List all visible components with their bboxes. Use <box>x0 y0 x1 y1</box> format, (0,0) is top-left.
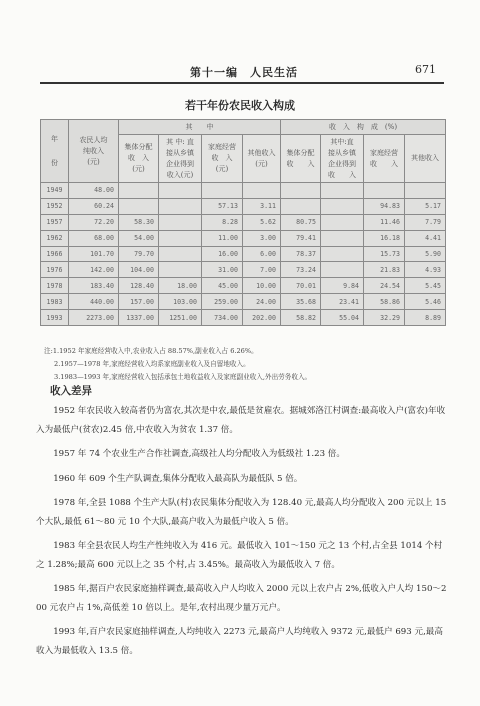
value-cell: 5.46 <box>405 294 446 310</box>
value-cell: 79.41 <box>281 230 321 246</box>
value-cell: 4.41 <box>405 230 446 246</box>
paragraph: 1985 年,据百户农民家庭抽样调查,最高收入户人均收入 2000 元以上农户占 2%,低收入户人均 150～200 元农户占 1%,高低差 10 倍以上。是年,农村出现少量万元户。 <box>36 584 447 613</box>
value-cell: 57.13 <box>202 198 243 214</box>
year-cell: 1978 <box>41 278 69 294</box>
table-row <box>41 278 446 294</box>
value-cell <box>321 214 364 230</box>
value-cell: 1251.00 <box>159 310 202 326</box>
value-cell: 128.40 <box>119 278 159 294</box>
value-cell: 11.46 <box>364 214 405 230</box>
value-cell <box>202 183 243 199</box>
value-cell: 157.00 <box>119 294 159 310</box>
header-other: 其他收入 (元) <box>243 135 281 183</box>
note-3: 3.1983—1993 年,家庭经营收入包括承包土地收益收入及家庭副业收入,外出劳务收入。 <box>54 373 312 381</box>
header-year: 年 份 <box>41 120 69 183</box>
value-cell: 94.83 <box>364 198 405 214</box>
year-cell: 1952 <box>41 198 69 214</box>
value-cell: 5.45 <box>405 278 446 294</box>
year-cell: 1983 <box>41 294 69 310</box>
value-cell: 73.24 <box>281 262 321 278</box>
year-cell: 1993 <box>41 310 69 326</box>
value-cell <box>243 183 281 199</box>
value-cell: 5.62 <box>243 214 281 230</box>
value-cell: 7.79 <box>405 214 446 230</box>
body-text <box>36 402 448 666</box>
value-cell: 32.29 <box>364 310 405 326</box>
value-cell: 6.00 <box>243 246 281 262</box>
value-cell: 58.82 <box>281 310 321 326</box>
value-cell: 68.00 <box>69 230 119 246</box>
table-row <box>41 183 446 199</box>
value-cell: 104.00 <box>119 262 159 278</box>
table-row <box>41 246 446 262</box>
value-cell <box>159 183 202 199</box>
paragraph: 1957 年 74 个农业生产合作社调查,高级社人均分配收入为低级社 1.23 倍。 <box>53 449 345 459</box>
value-cell: 24.54 <box>364 278 405 294</box>
year-cell: 1957 <box>41 214 69 230</box>
value-cell: 79.70 <box>119 246 159 262</box>
value-cell: 440.00 <box>69 294 119 310</box>
value-cell <box>159 230 202 246</box>
value-cell: 16.18 <box>364 230 405 246</box>
value-cell: 45.00 <box>202 278 243 294</box>
table-row <box>41 310 446 326</box>
value-cell: 10.00 <box>243 278 281 294</box>
header-share: 收 入 构 成 (%) <box>281 120 446 135</box>
table-title: 若干年份农民收入构成 <box>185 99 295 112</box>
table-row <box>41 294 446 310</box>
value-cell: 21.83 <box>364 262 405 278</box>
paragraph: 1960 年 609 个生产队调查,集体分配收入最高队为最低队 5 倍。 <box>53 473 303 484</box>
value-cell: 54.00 <box>119 230 159 246</box>
income-table <box>40 119 445 340</box>
value-cell: 5.17 <box>405 198 446 214</box>
header-composition: 其 中 <box>119 120 281 135</box>
value-cell: 183.40 <box>69 278 119 294</box>
value-cell: 58.30 <box>119 214 159 230</box>
header-rule <box>40 82 444 84</box>
value-cell: 48.00 <box>69 183 119 199</box>
value-cell: 8.28 <box>202 214 243 230</box>
value-cell: 1337.00 <box>119 310 159 326</box>
table-row <box>41 198 446 214</box>
value-cell: 72.20 <box>69 214 119 230</box>
value-cell: 101.70 <box>69 246 119 262</box>
value-cell: 80.75 <box>281 214 321 230</box>
value-cell <box>159 198 202 214</box>
value-cell: 11.00 <box>202 230 243 246</box>
header-household-pct: 家庭经营 收 入 <box>364 135 405 183</box>
value-cell: 734.00 <box>202 310 243 326</box>
year-cell: 1976 <box>41 262 69 278</box>
paragraph: 1978 年,全县 1088 个生产大队(村)农民集体分配收入为 128.40 元,最高人均分配收入 200 元以上 15 个大队,最低 61～80 元 10 个大队,最高户收入为最低户收入 5 倍。 <box>36 498 447 527</box>
section-title: 收入差异 <box>50 385 92 397</box>
table-row <box>41 262 446 278</box>
value-cell: 23.41 <box>321 294 364 310</box>
header-other-pct: 其他收入 <box>405 135 446 183</box>
year-cell: 1949 <box>41 183 69 199</box>
paragraph: 1993 年,百户农民家庭抽样调查,人均纯收入 2273 元,最高户人均纯收入 9372 元,最低户 693 元,最高收入为最低收入 13.5 倍。 <box>36 627 443 656</box>
value-cell: 103.00 <box>159 294 202 310</box>
header-collective-pct: 集体分配 收 入 <box>281 135 321 183</box>
value-cell: 4.93 <box>405 262 446 278</box>
value-cell: 78.37 <box>281 246 321 262</box>
table-row <box>41 230 446 246</box>
header-township: 其 中: 直 接从乡镇 企业得到 收入(元) <box>159 135 202 183</box>
value-cell: 35.68 <box>281 294 321 310</box>
value-cell: 18.00 <box>159 278 202 294</box>
value-cell <box>321 183 364 199</box>
value-cell <box>405 183 446 199</box>
note-2: 2.1957—1978 年,家庭经营收入均系家庭副业收入及自留地收入。 <box>54 360 250 368</box>
value-cell: 55.04 <box>321 310 364 326</box>
value-cell <box>281 183 321 199</box>
table-row <box>41 214 446 230</box>
value-cell: 3.11 <box>243 198 281 214</box>
year-cell: 1966 <box>41 246 69 262</box>
value-cell: 16.00 <box>202 246 243 262</box>
page-header <box>40 60 440 82</box>
value-cell <box>281 198 321 214</box>
value-cell <box>321 246 364 262</box>
year-cell: 1962 <box>41 230 69 246</box>
value-cell <box>159 246 202 262</box>
value-cell <box>321 262 364 278</box>
value-cell <box>364 183 405 199</box>
header-township-pct: 其中:直 接从乡镇 企业得到 收 入 <box>321 135 364 183</box>
value-cell <box>159 214 202 230</box>
value-cell <box>119 183 159 199</box>
page-number: 671 <box>415 63 436 76</box>
value-cell: 3.00 <box>243 230 281 246</box>
table-notes <box>44 345 444 384</box>
value-cell: 60.24 <box>69 198 119 214</box>
value-cell: 9.84 <box>321 278 364 294</box>
value-cell: 5.90 <box>405 246 446 262</box>
value-cell <box>159 262 202 278</box>
value-cell: 24.00 <box>243 294 281 310</box>
chapter-title: 第十一编 人民生活 <box>190 66 298 79</box>
value-cell: 142.00 <box>69 262 119 278</box>
header-collective: 集体分配 收 入 (元) <box>119 135 159 183</box>
value-cell <box>119 198 159 214</box>
value-cell <box>321 230 364 246</box>
header-income: 农民人均 纯收入 (元) <box>69 120 119 183</box>
value-cell <box>321 198 364 214</box>
header-household: 家庭经营 收 入 (元) <box>202 135 243 183</box>
value-cell: 31.00 <box>202 262 243 278</box>
value-cell: 70.01 <box>281 278 321 294</box>
value-cell: 2273.00 <box>69 310 119 326</box>
value-cell: 58.86 <box>364 294 405 310</box>
value-cell: 7.00 <box>243 262 281 278</box>
value-cell: 15.73 <box>364 246 405 262</box>
value-cell: 259.00 <box>202 294 243 310</box>
value-cell: 202.00 <box>243 310 281 326</box>
paragraph: 1952 年农民收入较高者仍为富农,其次是中农,最低是贫雇农。据城郊洛江村调查:最高收入户(富农)年收入为最低户(贫农)2.45 倍,中农收入为贫农 1.37 倍。 <box>36 406 446 435</box>
paragraph: 1983 年全县农民人均生产性纯收入为 416 元。最低收入 101～150 元之 13 个村,占全县 1014 个村之 1.28%;最高 600 元以上之 35 个村,占 3.45%。最高收入为最低收入 7 倍。 <box>36 541 443 570</box>
note-1: 注:1.1952 年家庭经营收入中,农业收入占 88.57%,副业收入占 6.26%。 <box>44 347 258 355</box>
value-cell: 8.89 <box>405 310 446 326</box>
